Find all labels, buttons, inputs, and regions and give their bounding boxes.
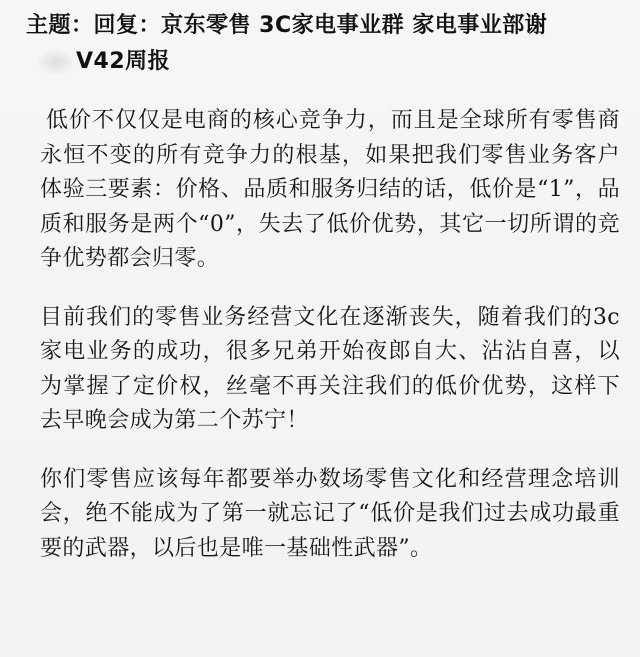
email-subject [26, 8, 636, 80]
subject-line-2: V42周报 [76, 49, 171, 74]
paragraph-3: 你们零售应该每年都要举办数场零售文化和经营理念培训会，绝不能成为了第一就忘记了“低价是我们过去成功最重要的武器，以后也是唯一基础性武器”。 [40, 466, 620, 561]
email-body [40, 104, 620, 590]
paragraph-1: 低价不仅仅是电商的核心竞争力，而且是全球所有零售商永恒不变的所有竞争力的根基，如果把我们零售业务客户体验三要素：价格、品质和服务归结的话，低价是“1”，品质和服务是两个“0”，失去了低价优势，其它一切所谓的竞争优势都会归零。 [40, 108, 620, 271]
subject-line-1: 主题：回复：京东零售 3C家电事业群 家电事业部谢 [26, 13, 548, 38]
paragraph-2: 目前我们的零售业务经营文化在逐渐丧失，随着我们的3c家电业务的成功，很多兄弟开始夜郎自大、沾沾自喜，以为掌握了定价权，丝毫不再关注我们的低价优势，这样下去早晚会成为第二个苏宁！ [40, 304, 620, 433]
